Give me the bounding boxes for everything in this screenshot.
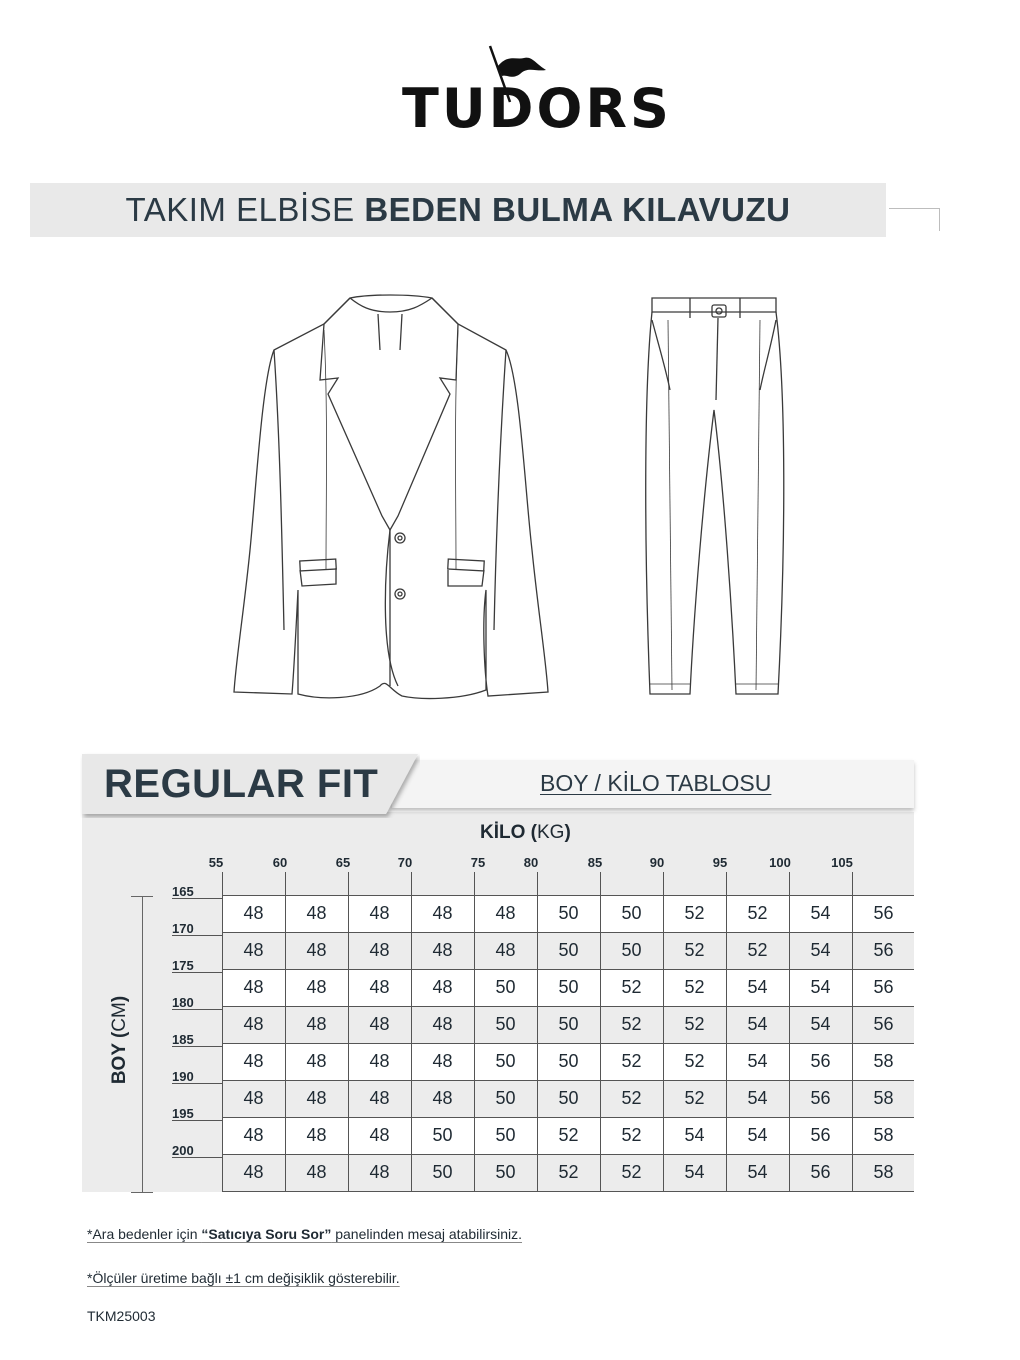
boy-tick: [172, 1009, 222, 1010]
size-cell: 54: [747, 1014, 768, 1034]
boy-value: 175: [172, 958, 194, 973]
title-banner: [30, 183, 886, 237]
banner-corner-decoration: [889, 208, 940, 231]
size-cell: 54: [747, 1125, 768, 1145]
size-cell: 48: [306, 903, 327, 923]
grid-line: [222, 1006, 914, 1007]
size-cell: 48: [243, 940, 264, 960]
boy-value: 170: [172, 921, 194, 936]
size-cell: 52: [684, 1014, 705, 1034]
size-cell: 52: [684, 903, 705, 923]
boy-tick: [172, 1083, 222, 1084]
size-cell: 48: [243, 977, 264, 997]
size-cell: 48: [243, 1051, 264, 1071]
boy-label-bold: BOY (: [109, 1031, 130, 1085]
grid-line: [222, 1154, 914, 1155]
grid-line: [222, 1043, 914, 1044]
size-cell: 50: [495, 1014, 516, 1034]
size-cell: 54: [747, 977, 768, 997]
size-cell: 48: [243, 903, 264, 923]
kilo-label-bold: KİLO (: [480, 822, 537, 843]
boy-label-close: ): [109, 995, 130, 1003]
size-cell: 52: [621, 1051, 642, 1071]
size-cell: 56: [873, 903, 894, 923]
boy-tick: [172, 1120, 222, 1121]
size-cell: 48: [369, 977, 390, 997]
size-cell: 48: [243, 1014, 264, 1034]
size-cell: 48: [369, 940, 390, 960]
size-cell: 50: [558, 1088, 579, 1108]
size-cell: 50: [495, 1162, 516, 1182]
boy-axis-cap-top: [131, 896, 153, 897]
note1-bold: “Satıcıya Soru Sor”: [201, 1226, 332, 1242]
size-cell: 52: [684, 1051, 705, 1071]
boy-axis-label: [109, 996, 131, 1084]
grid-line: [789, 872, 790, 1192]
size-cell: 52: [621, 1014, 642, 1034]
table-title: BOY / KİLO TABLOSU: [540, 770, 772, 796]
size-cell: 50: [558, 903, 579, 923]
boy-axis-cap-bottom: [131, 1192, 153, 1193]
kilo-value: 105: [831, 855, 853, 870]
size-cell: 52: [621, 1088, 642, 1108]
grid-line: [600, 872, 601, 1192]
boy-tick: [172, 935, 222, 936]
grid-line: [411, 872, 412, 1192]
boy-tick: [172, 1046, 222, 1047]
page-title: [30, 191, 886, 229]
grid-line: [222, 895, 914, 896]
size-cell: 48: [432, 903, 453, 923]
size-cell: 48: [243, 1125, 264, 1145]
grid-line: [663, 872, 664, 1192]
grid-line: [222, 872, 223, 1192]
kilo-value: 65: [335, 855, 351, 870]
trousers-drawing: [646, 298, 784, 694]
boy-tick: [172, 972, 222, 973]
size-cell: 50: [558, 977, 579, 997]
size-cell: 56: [873, 940, 894, 960]
size-cell: 48: [432, 940, 453, 960]
boy-tick: [172, 898, 222, 899]
size-cell: 56: [873, 1014, 894, 1034]
size-cell: 52: [684, 977, 705, 997]
size-cell: 50: [432, 1162, 453, 1182]
grid-line: [852, 872, 853, 1192]
size-cell: 50: [558, 1014, 579, 1034]
size-cell: 50: [621, 940, 642, 960]
size-cell: 52: [684, 1088, 705, 1108]
size-cell: 52: [747, 903, 768, 923]
grid-line: [222, 1080, 914, 1081]
size-cell: 48: [306, 940, 327, 960]
kilo-label-unit: KG: [537, 822, 565, 843]
grid-line: [537, 872, 538, 1192]
title-light: TAKIM ELBİSE: [125, 191, 365, 228]
size-cell: 52: [621, 977, 642, 997]
size-cell: 50: [558, 940, 579, 960]
grid-line: [285, 872, 286, 1192]
size-cell: 54: [810, 1014, 831, 1034]
size-cell: 52: [621, 1162, 642, 1182]
size-cell: 52: [747, 940, 768, 960]
size-cell: 54: [810, 940, 831, 960]
kilo-value: 90: [649, 855, 665, 870]
grid-line: [222, 932, 914, 933]
fit-label: REGULAR FIT: [104, 762, 379, 806]
size-cell: 48: [306, 1125, 327, 1145]
size-cell: 58: [873, 1125, 894, 1145]
kilo-value: 80: [523, 855, 539, 870]
size-cell: 50: [495, 1088, 516, 1108]
boy-value: 190: [172, 1069, 194, 1084]
size-cell: 54: [810, 903, 831, 923]
kilo-value: 75: [470, 855, 486, 870]
size-cell: 50: [558, 1051, 579, 1071]
size-cell: 58: [873, 1088, 894, 1108]
jacket-drawing: [234, 295, 548, 698]
kilo-value: 70: [397, 855, 413, 870]
grid-line: [348, 872, 349, 1192]
size-cell: 48: [369, 903, 390, 923]
kilo-value: 60: [272, 855, 288, 870]
size-cell: 52: [558, 1125, 579, 1145]
size-cell: 52: [684, 940, 705, 960]
size-cell: 52: [558, 1162, 579, 1182]
size-cell: 48: [369, 1162, 390, 1182]
size-cell: 58: [873, 1051, 894, 1071]
size-cell: 48: [432, 1014, 453, 1034]
size-cell: 48: [306, 1051, 327, 1071]
note-intermediate-sizes: [87, 1226, 522, 1242]
note1-post: panelinden mesaj atabilirsiniz.: [331, 1226, 523, 1242]
grid-line: [726, 872, 727, 1192]
size-cell: 48: [495, 903, 516, 923]
note1-pre: *Ara bedenler için: [87, 1226, 202, 1242]
suit-illustration: [220, 290, 800, 710]
kilo-value: 100: [769, 855, 791, 870]
brand-name: TUDORS: [402, 77, 672, 140]
size-cell: 50: [495, 977, 516, 997]
size-cell: 48: [495, 940, 516, 960]
size-cell: 48: [432, 1088, 453, 1108]
size-cell: 48: [243, 1088, 264, 1108]
size-cell: 48: [432, 977, 453, 997]
grid-line: [222, 969, 914, 970]
size-cell: 50: [495, 1051, 516, 1071]
size-cell: 56: [810, 1162, 831, 1182]
size-cell: 56: [810, 1051, 831, 1071]
boy-tick: [172, 1157, 222, 1158]
boy-label-unit: CM: [109, 1002, 130, 1032]
size-cell: 50: [621, 903, 642, 923]
size-cell: 56: [810, 1088, 831, 1108]
size-cell: 48: [369, 1051, 390, 1071]
grid-line: [474, 872, 475, 1192]
size-cell: 54: [684, 1125, 705, 1145]
size-cell: 54: [747, 1162, 768, 1182]
size-cell: 48: [369, 1125, 390, 1145]
boy-value: 165: [172, 884, 194, 899]
boy-value: 195: [172, 1106, 194, 1121]
size-cell: 48: [306, 1162, 327, 1182]
size-cell: 54: [747, 1088, 768, 1108]
product-code: TKM25003: [87, 1308, 156, 1324]
size-cell: 48: [432, 1051, 453, 1071]
boy-value: 200: [172, 1143, 194, 1158]
size-cell: 50: [432, 1125, 453, 1145]
grid-line: [222, 1117, 914, 1118]
kilo-label-close: ): [564, 822, 571, 843]
note-measurements: *Ölçüler üretime bağlı ±1 cm değişiklik gösterebilir.: [87, 1270, 400, 1286]
size-cell: 48: [243, 1162, 264, 1182]
boy-value: 180: [172, 995, 194, 1010]
kilo-value: 55: [208, 855, 224, 870]
kilo-value: 95: [712, 855, 728, 870]
grid-line: [222, 1191, 914, 1192]
size-cell: 48: [306, 1088, 327, 1108]
size-cell: 52: [621, 1125, 642, 1145]
boy-value: 185: [172, 1032, 194, 1047]
size-cell: 50: [495, 1125, 516, 1145]
size-cell: 54: [810, 977, 831, 997]
size-cell: 48: [306, 977, 327, 997]
size-cell: 48: [369, 1088, 390, 1108]
title-bold: BEDEN BULMA KILAVUZU: [364, 191, 791, 228]
size-cell: 48: [369, 1014, 390, 1034]
size-cell: 56: [810, 1125, 831, 1145]
size-cell: 58: [873, 1162, 894, 1182]
kilo-value: 85: [587, 855, 603, 870]
size-cell: 54: [747, 1051, 768, 1071]
boy-axis-line: [142, 896, 143, 1192]
size-cell: 48: [306, 1014, 327, 1034]
kilo-axis-label: [480, 822, 571, 844]
size-cell: 54: [684, 1162, 705, 1182]
size-cell: 56: [873, 977, 894, 997]
